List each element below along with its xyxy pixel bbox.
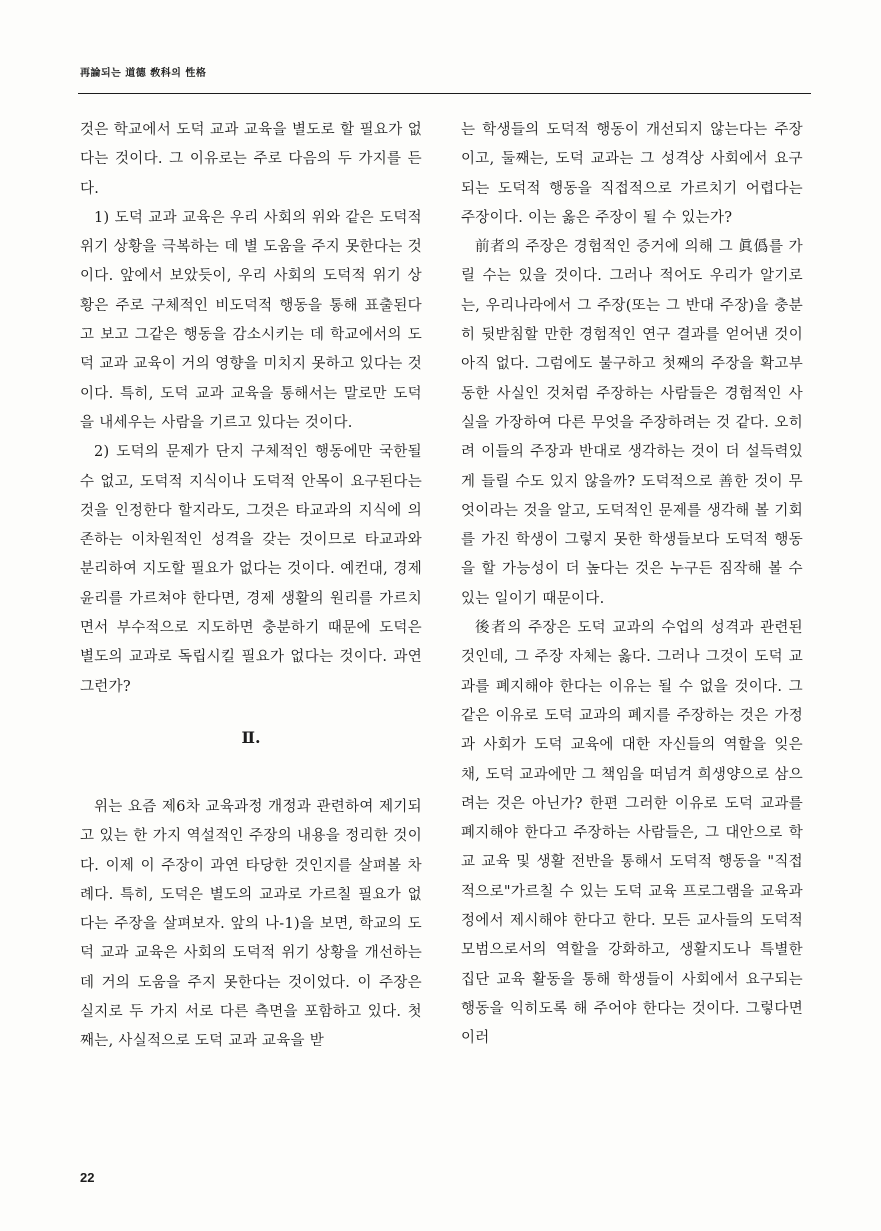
left-column [80, 116, 422, 1057]
paragraph-former-claim: 前者의 주장은 경험적인 증거에 의해 그 眞僞를 가릴 수는 있을 것이다. 그러나 적어도 우리가 알기로는, 우리나라에서 그 주장(또는 그 반대 주장)을 충분히 뒷받침할 만한 경험적인 연구 결과를 얻어낸 것이 아직 없다. 그럼에도 불구하고 첫째의 주장을 확고부동한 사실인 것처럼 주장하는 사람들은 경험적인 사실을 가장하여 다른 무엇을 주장하려는 것 같다. 오히려 이들의 주장과 반대로 생각하는 것이 더 설득력있게 들릴 수도 있지 않을까? 도덕적으로 善한 것이 무엇이라는 것을 알고, 도덕적인 문제를 생각해 볼 기회를 가진 학생이 그렇지 못한 학생들보다 도덕적 행동을 할 가능성이 더 높다는 것은 누구든 짐작해 볼 수 있는 일이기 때문이다. [461, 239, 803, 607]
paragraph-latter-claim: 後者의 주장은 도덕 교과의 수업의 성격과 관련된 것인데, 그 주장 자체는 옳다. 그러나 그것이 도덕 교과를 폐지해야 한다는 이유는 될 수 없을 것이다. 그같은 이유로 도덕 교과의 폐지를 주장하는 것은 가정과 사회가 도덕 교육에 대한 자신들의 역할을 잊은 채, 도덕 교과에만 그 책임을 떠넘겨 희생양으로 삼으려는 것은 아닌가? 한편 그러한 이유로 도덕 교과를 폐지해야 한다고 주장하는 사람들은, 그 대안으로 학교 교육 및 생활 전반을 통해서 도덕적 행동을 "직접적으로"가르칠 수 있는 도덕 교육 프로그램을 교육과정에서 제시해야 한다고 한다. 모든 교사들의 도덕적 모범으로서의 역할을 강화하고, 생활지도나 특별한 집단 교육 활동을 통해 학생들이 사회에서 요구되는 행동을 익히도록 해 주어야 한다는 것이다. 그렇다면 이러 [461, 620, 803, 1047]
right-column [461, 116, 803, 1054]
running-header: 再論되는 道德 敎科의 性格 [80, 68, 207, 79]
paragraph-section-2: 위는 요즘 제6차 교육과정 개정과 관련하여 제기되고 있는 한 가지 역설적인 주장의 내용을 정리한 것이다. 이제 이 주장이 과연 타당한 것인지를 살펴볼 차례다. 특히, 도덕은 별도의 교과로 가르칠 필요가 없다는 주장을 살펴보자. 앞의 나-1)을 보면, 학교의 도덕 교과 교육은 사회의 도덕적 위기 상황을 개선하는 데 거의 도움을 주지 못한다는 것이었다. 이 주장은 실지로 두 가지 서로 다른 측면을 포함하고 있다. 첫째는, 사실적으로 도덕 교과 교육을 받 [80, 798, 422, 1050]
section-heading: Ⅱ. [241, 727, 261, 747]
paragraph-continued: 는 학생들의 도덕적 행동이 개선되지 않는다는 주장이고, 둘째는, 도덕 교과는 그 성격상 사회에서 요구되는 도덕적 행동을 직접적으로 가르치기 어렵다는 주장이다. 이는 옳은 주장이 될 수 있는가? [461, 122, 803, 226]
header-rule [78, 93, 811, 94]
page-number: 22 [80, 1170, 95, 1185]
paragraph-reason-1: 1) 도덕 교과 교육은 우리 사회의 위와 같은 도덕적 위기 상황을 극복하는 데 별 도움을 주지 못한다는 것이다. 앞에서 보았듯이, 우리 사회의 도덕적 위기 상황은 주로 구체적인 비도덕적 행동을 통해 표출된다고 보고 그같은 행동을 감소시키는 데 학교에서의 도덕 교과 교육이 거의 영향을 미치지 못하고 있다는 것이다. 특히, 도덕 교과 교육을 통해서는 말로만 도덕을 내세우는 사람을 기르고 있다는 것이다. [80, 209, 422, 431]
paragraph-intro-continued: 것은 학교에서 도덕 교과 교육을 별도로 할 필요가 없다는 것이다. 그 이유로는 주로 다음의 두 가지를 든다. [80, 122, 422, 197]
paragraph-reason-2: 2) 도덕의 문제가 단지 구체적인 행동에만 국한될 수 없고, 도덕적 지식이나 도덕적 안목이 요구된다는 것을 인정한다 할지라도, 그것은 타교과의 지식에 의존하는 이차원적인 성격을 갖는 것이므로 타교과와 분리하여 지도할 필요가 없다는 것이다. 예컨대, 경제 윤리를 가르쳐야 한다면, 경제 생활의 원리를 가르치면서 부수적으로 지도하면 충분하기 때문에 도덕은 별도의 교과로 독립시킬 필요가 없다는 것이다. 과연 그런가? [80, 444, 422, 695]
